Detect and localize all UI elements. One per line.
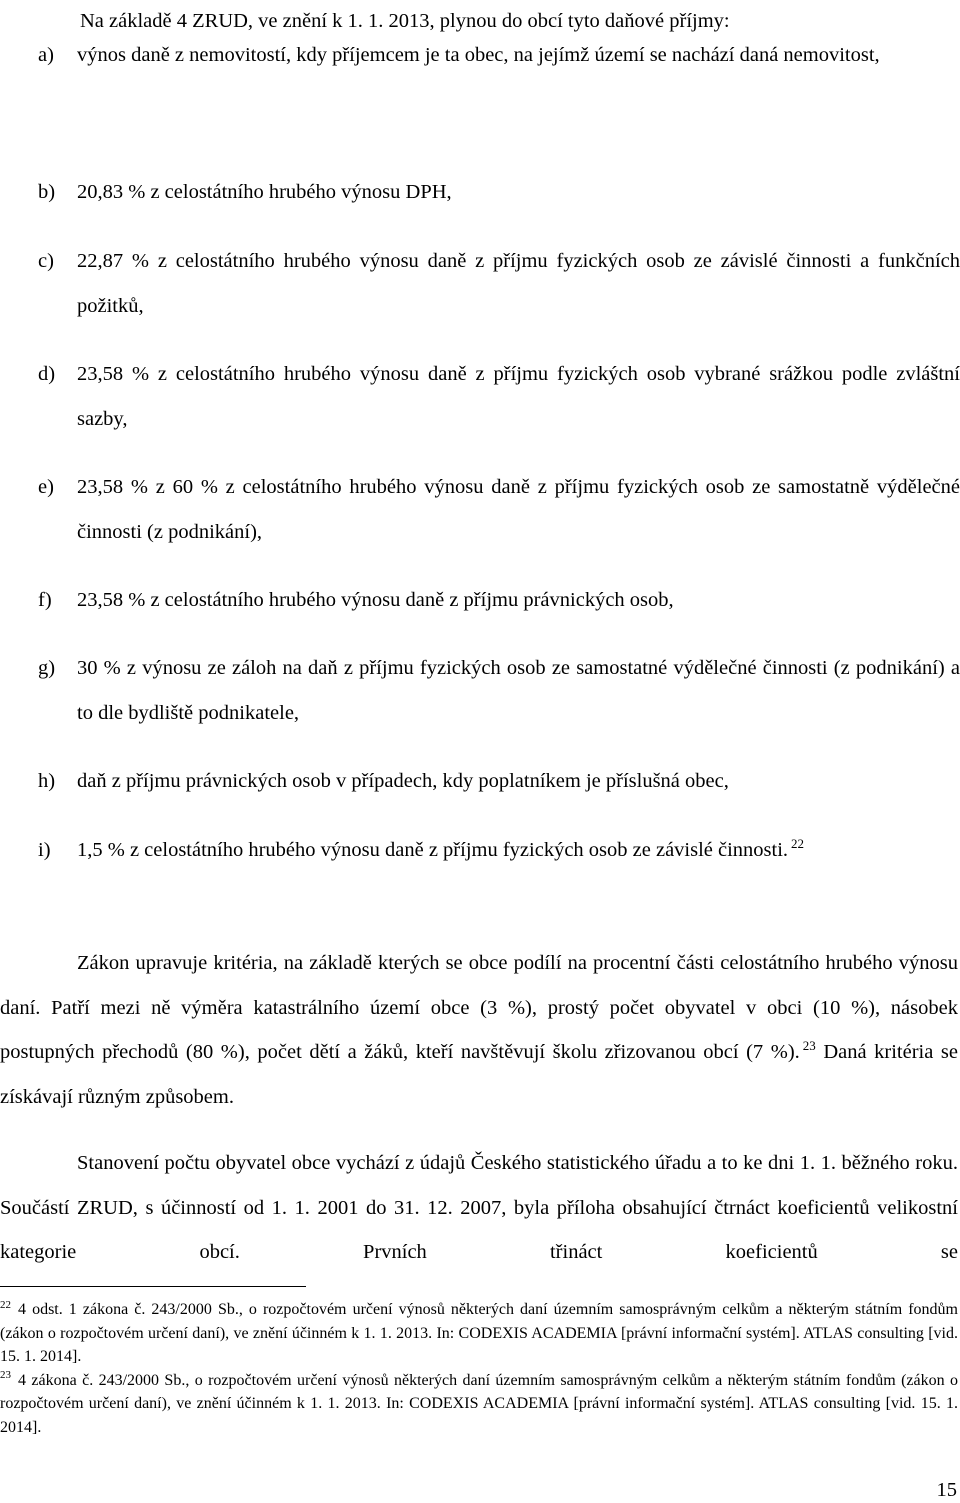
footnote-number: 23	[0, 1369, 11, 1382]
list-item-text	[77, 828, 960, 873]
list-item-label: i)	[38, 839, 51, 861]
list-item	[0, 578, 960, 623]
body-paragraph	[0, 941, 958, 1119]
footnotes	[0, 1298, 958, 1439]
body-paragraph: Stanovení počtu obyvatel obce vychází z údajů Českého statistického úřadu a to ke dni 1. 1. běžného roku. Součástí ZRUD, s účinností od 1. 1. 2001 do 31. 12. 2007, byla příloha obsahující čtrnáct koeficientů velikostní kategorie obcí. Prvních třináct koeficientů se	[0, 1152, 958, 1263]
list-item	[0, 828, 960, 873]
footnote-text: 4 odst. 1 zákona č. 243/2000 Sb., o rozpočtovém určení výnosů některých daní územním samosprávným celkům a některým státním fondům (zákon o rozpočtovém určení daní), ve znění účinném k 1. 1. 2013. In: CODEXIS ACADEMIA [právní informační systém]. ATLAS consulting [vid. 15. 1. 2014].	[0, 1301, 958, 1365]
list-item	[0, 646, 960, 735]
list-item-text: 23,58 % z celostátního hrubého výnosu daně z příjmu právnických osob,	[77, 589, 674, 611]
list-item	[0, 352, 960, 441]
list-item-text: 23,58 % z celostátního hrubého výnosu daně z příjmu fyzických osob vybrané srážkou podle zvláštní sazby,	[77, 363, 960, 430]
footnote-number: 22	[0, 1298, 11, 1311]
list-item-text: 23,58 % z 60 % z celostátního hrubého výnosu daně z příjmu fyzických osob ze samostatně výdělečné činnosti (z podnikání),	[77, 476, 960, 543]
list-item	[0, 33, 960, 78]
list-item	[0, 759, 960, 804]
footnote-text: 4 zákona č. 243/2000 Sb., o rozpočtovém určení výnosů některých daní územním samosprávným celkům a některým státním fondům (zákon o rozpočtovém určení daní), ve znění účinném k 1. 1. 2013. In: CODEXIS ACADEMIA [právní informační systém]. ATLAS consulting [vid. 15. 1. 2014].	[0, 1371, 958, 1436]
footnote-reference[interactable]: 23	[802, 1038, 816, 1054]
footnote-separator	[0, 1286, 306, 1287]
list-item-label: b)	[38, 181, 56, 203]
list-item-label: h)	[38, 770, 56, 792]
list-item	[0, 465, 960, 554]
footnote	[0, 1369, 958, 1440]
list-item-label: e)	[38, 476, 54, 498]
list-item-label: d)	[38, 363, 56, 385]
list-item-text: výnos daně z nemovitostí, kdy příjemcem je ta obec, na jejímž území se nachází daná nemovitost,	[77, 44, 880, 66]
list-item-text: daň z příjmu právnických osob v případech, kdy poplatníkem je příslušná obec,	[77, 770, 729, 792]
list-item-text: 20,83 % z celostátního hrubého výnosu DPH,	[77, 181, 452, 203]
list-item-text: 22,87 % z celostátního hrubého výnosu daně z příjmu fyzických osob ze závislé činnosti a funkčních požitků,	[77, 250, 960, 317]
list-item-text: 30 % z výnosu ze záloh na daň z příjmu fyzických osob ze samostatné výdělečné činnosti (z podnikání) a to dle bydliště podnikatele,	[77, 657, 960, 724]
list-item	[0, 170, 960, 215]
page-number: 15	[936, 1479, 957, 1501]
list-item-label: a)	[38, 44, 54, 66]
paragraph-text: Zákon upravuje kritéria, na základě kterých se obce podílí na procentní části celostátního hrubého výnosu daní. Patří mezi ně výměra katastrálního území obce (3 %), prostý počet obyvatel v obci (10 %), násobek postupných přechodů (80 %), počet dětí a žáků, kteří navštěvují školu zřizovanou obcí (7 %).	[0, 952, 958, 1063]
list-item-label: f)	[38, 589, 52, 611]
footnote-reference[interactable]: 22	[791, 836, 805, 852]
list-item	[0, 239, 960, 328]
paragraph-text: Daná kritéria se získávají různým způsobem.	[0, 1041, 958, 1108]
footnote	[0, 1298, 958, 1369]
intro-sentence: Na základě 4 ZRUD, ve znění k 1. 1. 2013, plynou do obcí tyto daňové příjmy:	[80, 10, 730, 32]
list-item-text-content: 1,5 % z celostátního hrubého výnosu daně z příjmu fyzických osob ze závislé činnosti.	[77, 839, 789, 861]
list-item-label: g)	[38, 657, 56, 679]
list-item-label: c)	[38, 250, 54, 272]
